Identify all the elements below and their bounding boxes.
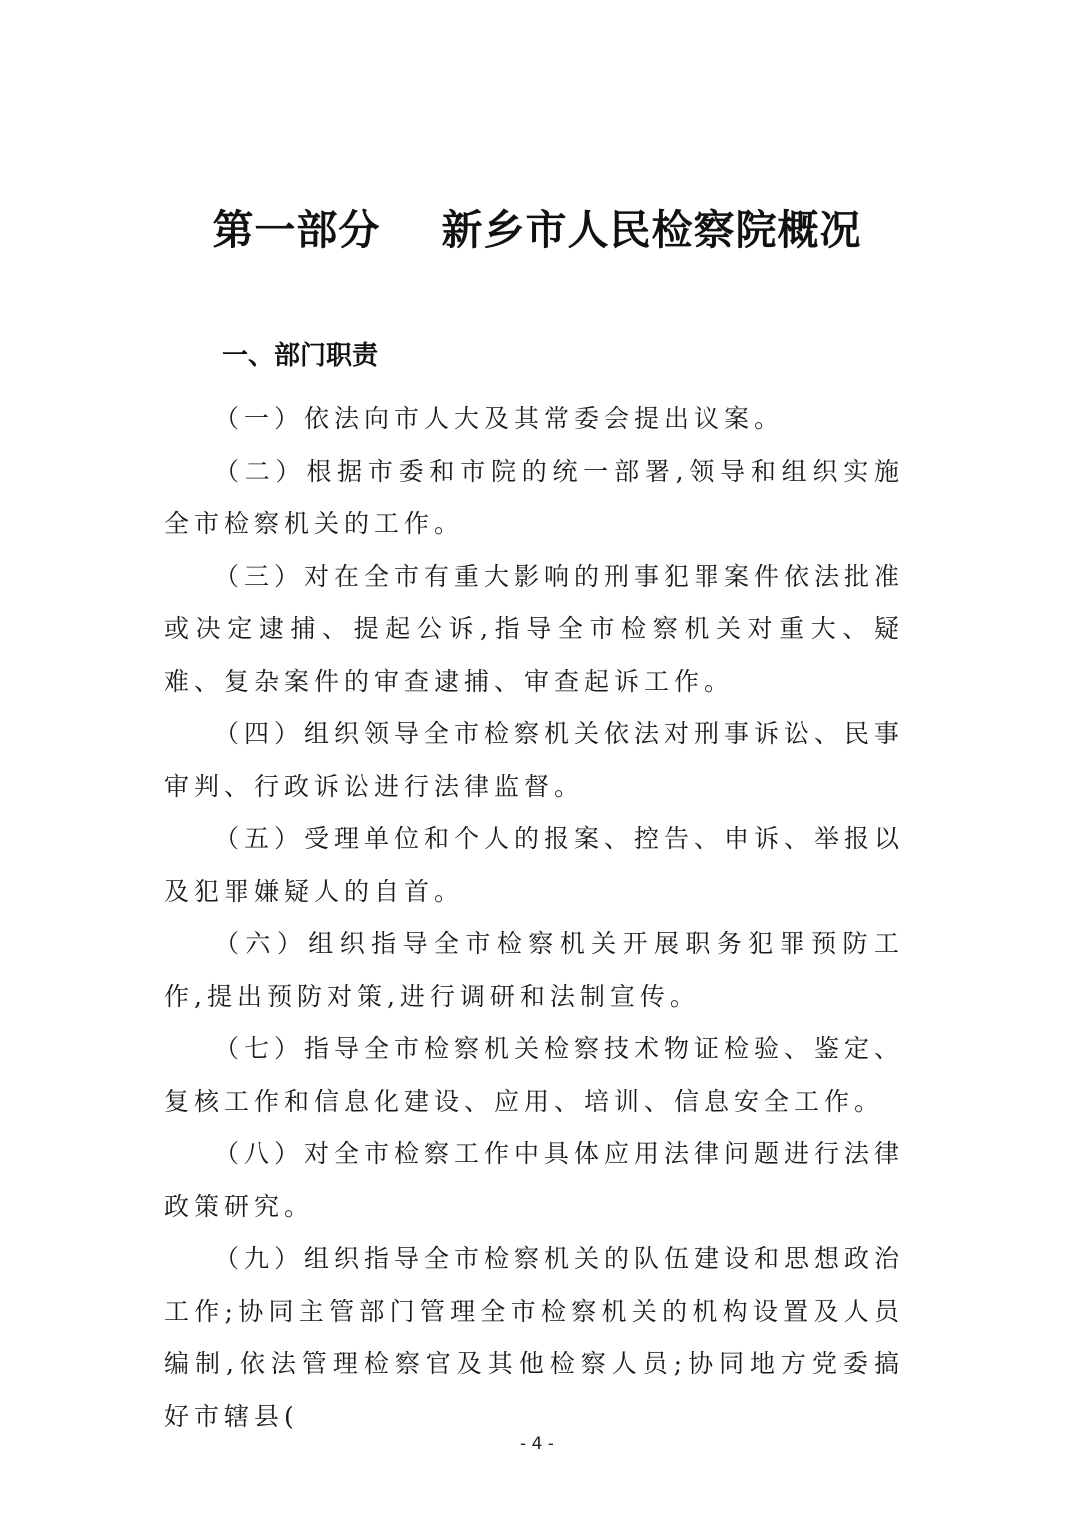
page-number: - 4 -: [520, 1434, 554, 1454]
paragraph-3: （三）对在全市有重大影响的刑事犯罪案件依法批准或决定逮捕、提起公诉,指导全市检察机关对重大、疑难、复杂案件的审查逮捕、审查起诉工作。: [164, 561, 905, 696]
paragraph-4: （四）组织领导全市检察机关依法对刑事诉讼、民事审判、行政诉讼进行法律监督。: [164, 719, 905, 801]
section-heading: 一、部门职责: [222, 341, 379, 371]
paragraph-1: （一）依法向市人大及其常委会提出议案。: [214, 404, 785, 433]
paragraph-9: （九）组织指导全市检察机关的队伍建设和思想政治工作;协同主管部门管理全市检察机关的机构设置及人员编制,依法管理检察官及其他检察人员;协同地方党委搞好市辖县(: [164, 1244, 905, 1431]
body-text: [164, 393, 904, 1443]
paragraph-5: （五）受理单位和个人的报案、控告、申诉、举报以及犯罪嫌疑人的自首。: [164, 824, 905, 906]
paragraph-6: （六）组织指导全市检察机关开展职务犯罪预防工作,提出预防对策,进行调研和法制宣传。: [164, 929, 904, 1011]
paragraph-7: （七）指导全市检察机关检察技术物证检验、鉴定、复核工作和信息化建设、应用、培训、信息安全工作。: [164, 1034, 905, 1116]
paragraph-2: （二）根据市委和市院的统一部署,领导和组织实施全市检察机关的工作。: [164, 456, 904, 538]
page-title: 第一部分 新乡市人民检察院概况: [212, 206, 862, 254]
paragraph-8: （八）对全市检察工作中具体应用法律问题进行法律政策研究。: [164, 1139, 905, 1221]
